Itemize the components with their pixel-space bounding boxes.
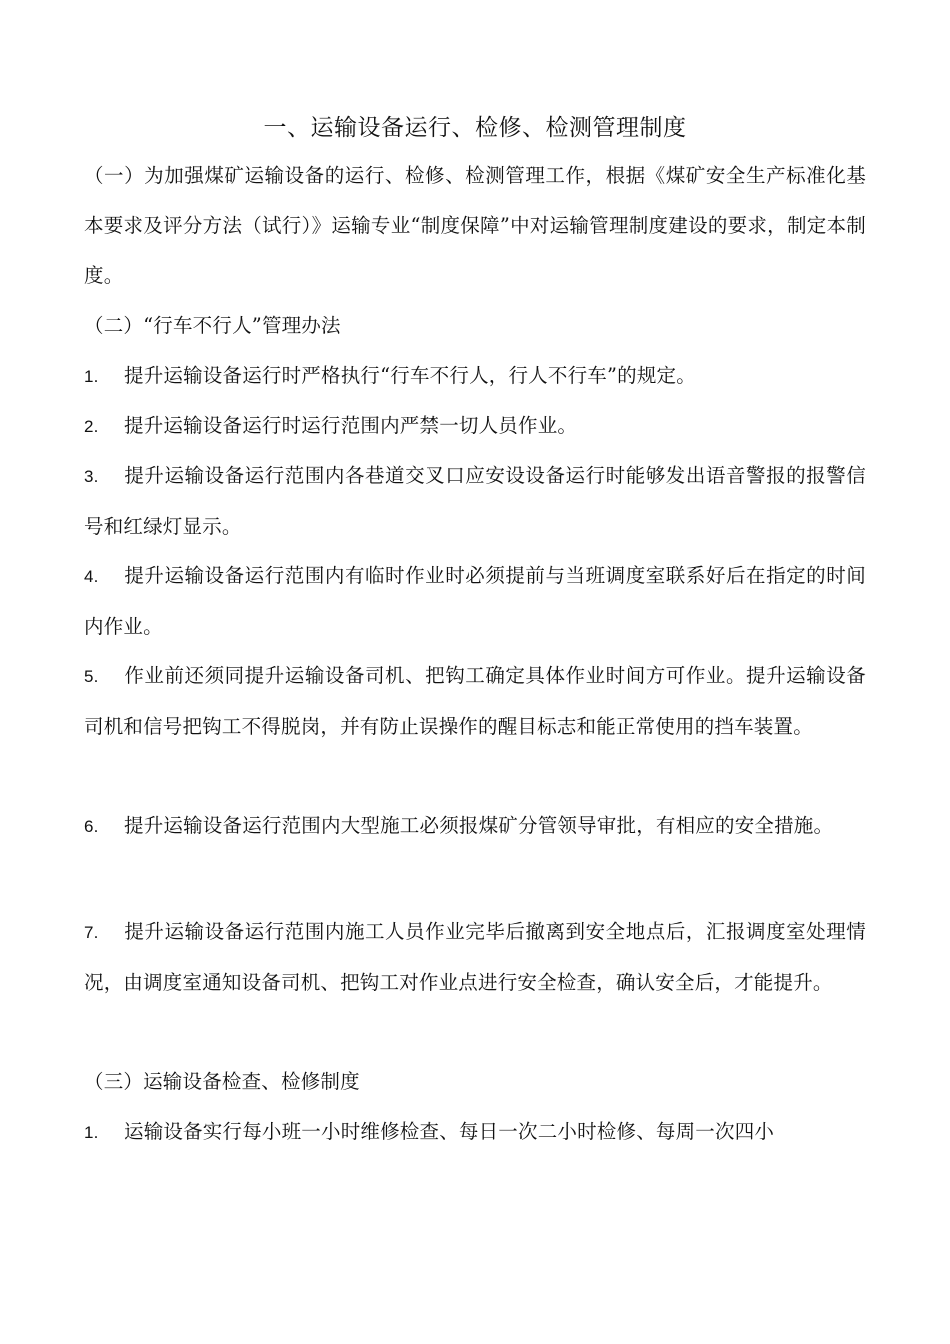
section-3-item-1 [84,1107,866,1158]
section-1-paragraph [84,151,866,301]
item-number: 2. [84,417,99,436]
item-text: 提升运输设备运行范围内各巷道交叉口应安设设备运行时能够发出语音警报的报警信号和红绿灯显示。 [84,464,866,538]
section-2-item-5 [84,651,866,752]
section-2-item-6 [84,801,866,852]
item-text: 提升运输设备运行范围内施工人员作业完毕后撤离到安全地点后，汇报调度室处理情况，由调度室通知设备司机、把钩工对作业点进行安全检查，确认安全后，才能提升。 [84,920,866,994]
item-number: 1. [84,1123,99,1142]
section-2-item-3 [84,451,866,552]
section-3-heading: （三）运输设备检查、检修制度 [84,1070,360,1093]
document-title: 一、运输设备运行、检修、检测管理制度 [263,115,687,141]
item-number: 7. [84,923,99,942]
item-text: 作业前还须同提升运输设备司机、把钩工确定具体作业时间方可作业。提升运输设备司机和信号把钩工不得脱岗，并有防止误操作的醒目标志和能正常使用的挡车装置。 [84,664,866,738]
section-1-text: （一）为加强煤矿运输设备的运行、检修、检测管理工作，根据《煤矿安全生产标准化基本要求及评分方法（试行）》运输专业“制度保障”中对运输管理制度建设的要求，制定本制度。 [84,164,866,287]
item-text: 提升运输设备运行范围内有临时作业时必须提前与当班调度室联系好后在指定的时间内作业。 [84,564,866,638]
section-2-item-7 [84,907,866,1008]
item-text: 运输设备实行每小班一小时维修检查、每日一次二小时检修、每周一次四小 [124,1120,775,1143]
item-number: 5. [84,667,99,686]
section-2-item-2 [84,401,866,452]
section-2-item-4 [84,551,866,652]
section-2-heading: （二）“行车不行人”管理办法 [84,314,341,337]
item-text: 提升运输设备运行范围内大型施工必须报煤矿分管领导审批，有相应的安全措施。 [124,814,834,837]
item-number: 3. [84,467,99,486]
section-2-item-1 [84,351,866,402]
item-text: 提升运输设备运行时严格执行“行车不行人，行人不行车”的规定。 [124,364,696,387]
item-number: 6. [84,817,99,836]
item-number: 1. [84,367,99,386]
item-text: 提升运输设备运行时运行范围内严禁一切人员作业。 [124,414,578,437]
item-number: 4. [84,567,99,586]
